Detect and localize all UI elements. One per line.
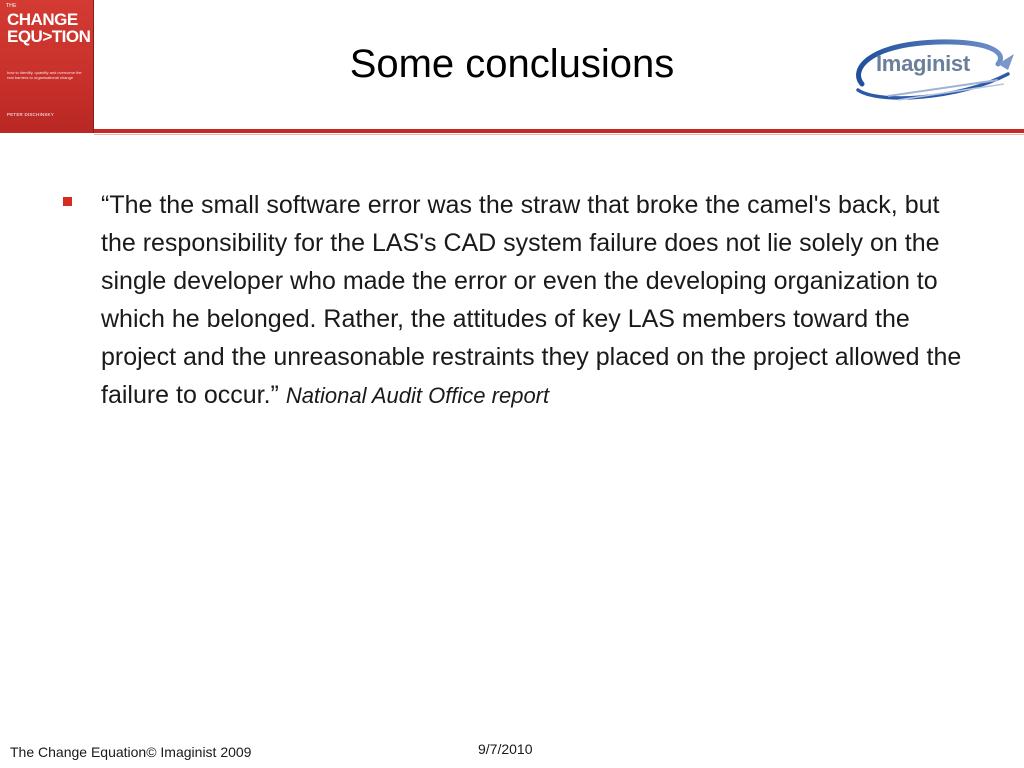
header-divider-shadow xyxy=(94,134,1024,135)
book-cover-author: PETER DISCHINSKY xyxy=(7,112,54,117)
book-cover-title-line1: CHANGE xyxy=(7,10,78,29)
imaginist-logo-text: Imaginist xyxy=(876,51,970,76)
quote-text: “The the small software error was the straw that broke the camel's back, but the responsibility for the LAS's CAD system failure does not lie solely on the single developer who made the error or even the developing organization to which he belonged. Rather, the attitudes of key LAS members toward the project and the unreasonable restraints they placed on the project allowed the failure to occur.” xyxy=(101,191,962,409)
footer-date: 9/7/2010 xyxy=(478,741,533,757)
book-cover-title-line2: EQU>TION xyxy=(7,27,91,46)
quote-attribution: National Audit Office report xyxy=(285,383,550,408)
footer-copyright: The Change Equation© Imaginist 2009 xyxy=(10,744,252,760)
header-divider xyxy=(94,129,1024,133)
bullet-text xyxy=(101,186,973,415)
book-cover-top-line: THE xyxy=(6,3,17,9)
slide-title: Some conclusions xyxy=(349,42,675,86)
imaginist-logo xyxy=(848,34,1020,106)
square-bullet-icon xyxy=(63,197,72,206)
book-cover-subtitle: how to identify, quantify and overcome the real barriers to organisational change xyxy=(7,70,82,80)
